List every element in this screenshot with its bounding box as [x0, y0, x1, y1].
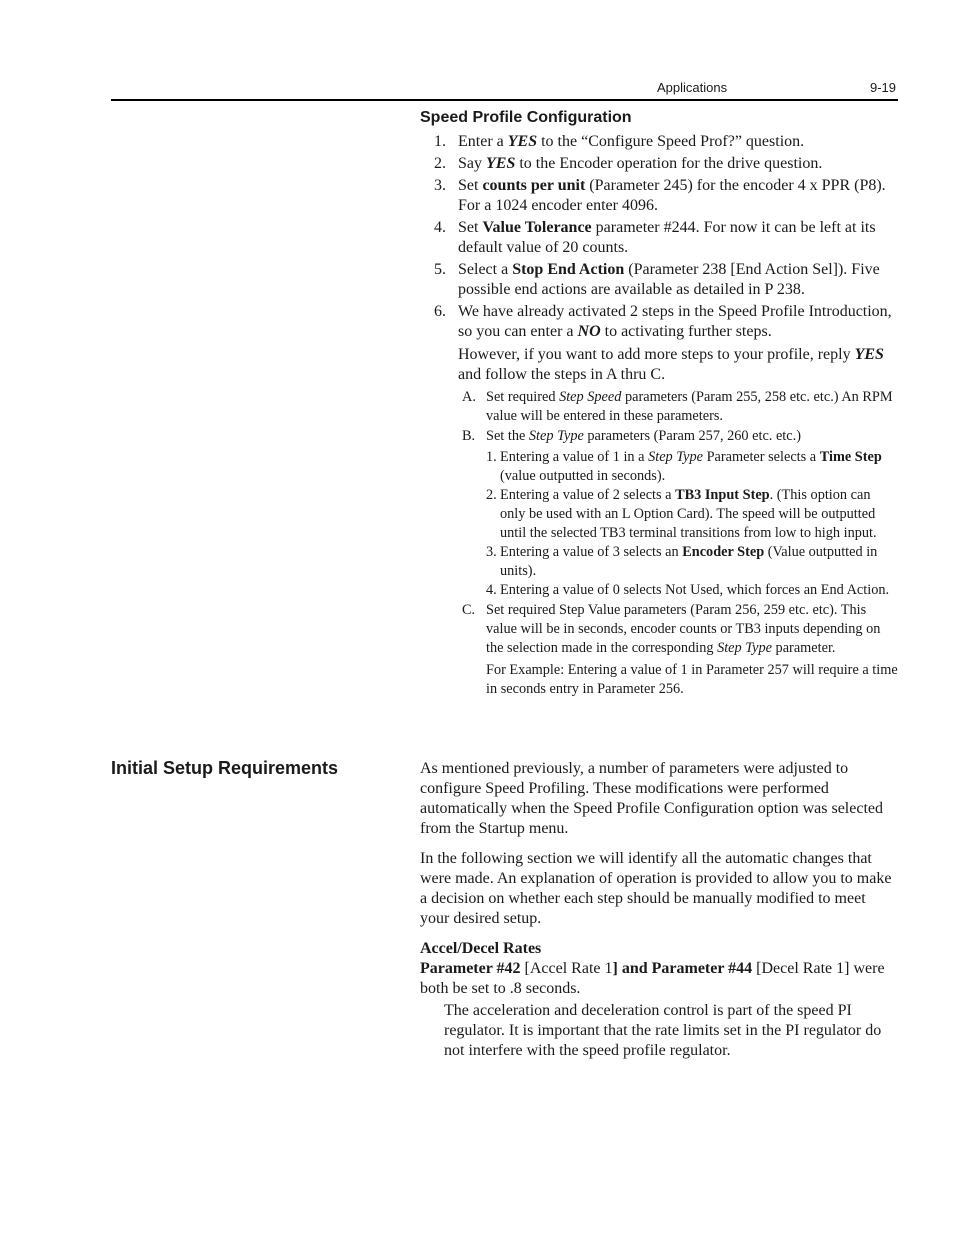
text: to the “Configure Speed Prof?” question.	[537, 133, 805, 150]
text: parameters (Param 257, 260 etc. etc.)	[583, 428, 801, 444]
list-item-letter: C.	[462, 602, 476, 618]
text: Enter a	[458, 133, 508, 150]
emphasis: Encoder Step	[682, 544, 765, 560]
emphasis: ] and	[612, 960, 652, 977]
text: and follow the steps in A thru C.	[458, 366, 666, 383]
section-heading-speed-profile: Speed Profile Configuration	[420, 109, 632, 126]
emphasis: YES	[854, 346, 884, 363]
list-item-letter: B.	[462, 428, 476, 444]
text: (Value outputted in units).	[500, 544, 878, 579]
text: Parameter selects a	[703, 449, 820, 465]
emphasis: YES	[486, 155, 516, 172]
config-steps-list	[420, 132, 898, 699]
emphasis: TB3 Input Step	[675, 487, 770, 503]
text: Set required	[486, 389, 560, 405]
text: Entering a value of 0 selects Not Used, which forces an End Action.	[500, 582, 890, 598]
list-item	[458, 388, 898, 426]
text: [Accel Rate 1	[520, 960, 613, 977]
emphasis: Step Type	[648, 449, 704, 465]
step6-continuation	[458, 345, 898, 385]
list-item-number: 6.	[434, 303, 446, 320]
emphasis: Parameter #42	[420, 960, 521, 977]
running-header-section: Applications	[657, 80, 728, 95]
text: Set	[458, 177, 483, 194]
emphasis: Parameter #44	[651, 960, 753, 977]
list-item	[486, 448, 898, 486]
text: Entering a value of 3 selects an	[500, 544, 683, 560]
paragraph: The acceleration and deceleration control is part of the speed PI regulator. It is important that the rate limits set in the PI regulator do not interfere with the speed profile regulator.	[444, 1002, 882, 1059]
text: However, if you want to add more steps to your profile, reply	[458, 346, 855, 363]
text: [Decel Rate 1] were both be set to .8 seconds.	[420, 960, 885, 997]
text: (Parameter 245) for the encoder 4 x PPR (P8). For a 1024 encoder enter 4096.	[458, 177, 886, 214]
speed-profile-section	[420, 108, 898, 701]
emphasis: NO	[577, 323, 601, 340]
list-item	[486, 543, 898, 581]
text: (value outputted in seconds).	[500, 468, 666, 484]
text: . (This option can only be used with an L Option Card). The speed will be outputted until the selected TB3 terminal transitions from low to high input.	[500, 487, 877, 541]
example-note: For Example: Entering a value of 1 in Parameter 257 will require a time in seconds entry in Parameter 256.	[486, 662, 898, 697]
list-item-number: 3.	[434, 177, 446, 194]
list-item-number: 1.	[434, 133, 446, 150]
header-rule	[111, 99, 898, 101]
text: Say	[458, 155, 486, 172]
initial-setup-body	[420, 759, 898, 1061]
list-item-number: 4.	[486, 582, 497, 598]
list-item	[486, 581, 898, 600]
paragraph: As mentioned previously, a number of parameters were adjusted to configure Speed Profiling. These modifications were performed automatically when the Speed Profile Configuration option was selected from the Startup menu.	[420, 760, 883, 837]
list-item-number: 4.	[434, 219, 446, 236]
text: parameter #244. For now it can be left at its default value of 20 counts.	[458, 219, 876, 256]
list-item	[486, 486, 898, 543]
emphasis: Time Step	[819, 449, 882, 465]
list-item	[458, 427, 898, 600]
paragraph: In the following section we will identify all the automatic changes that were made. An explanation of operation is provided to allow you to make a decision on whether each step should be manually modified to meet your desired setup.	[420, 850, 892, 927]
text: Set	[458, 219, 483, 236]
list-item-letter: A.	[462, 389, 476, 405]
list-item	[420, 218, 898, 258]
emphasis: Step Speed	[559, 389, 622, 405]
emphasis: Step Type	[717, 640, 772, 656]
list-item	[420, 260, 898, 300]
list-item-number: 2.	[434, 155, 446, 172]
list-item-number: 1.	[486, 449, 497, 465]
list-item-number: 3.	[486, 544, 497, 560]
step-type-options-list	[486, 448, 898, 600]
text: Entering a value of 1 in a	[500, 449, 649, 465]
text: Set required Step Value parameters (Param 256, 259 etc. etc). This value will be in seconds, encoder counts or TB3 inputs depending on the selection made in the corresponding	[486, 602, 881, 656]
emphasis: Stop End Action	[512, 261, 625, 278]
text: parameters (Param 255, 258 etc. etc.) An RPM value will be entered in these parameters.	[486, 389, 893, 424]
section-heading-initial-setup: Initial Setup Requirements	[111, 758, 339, 778]
subheading-accel-decel: Accel/Decel Rates	[420, 940, 542, 957]
text: We have already activated 2 steps in the Speed Profile Introduction, so you can enter a	[458, 303, 892, 340]
list-item	[458, 601, 898, 699]
text: Entering a value of 2 selects a	[500, 487, 676, 503]
list-item-number: 5.	[434, 261, 446, 278]
text: (Parameter 238 [End Action Sel]). Five possible end actions are available as detailed in P 238.	[458, 261, 880, 298]
text: to activating further steps.	[600, 323, 772, 340]
emphasis: Step Type	[528, 428, 584, 444]
list-item	[420, 154, 898, 174]
emphasis: counts per unit	[482, 177, 586, 194]
list-item	[420, 132, 898, 152]
emphasis: YES	[507, 133, 538, 150]
text: to the Encoder operation for the drive question.	[515, 155, 823, 172]
text: Select a	[458, 261, 513, 278]
list-item	[420, 176, 898, 216]
list-item-number: 2.	[486, 487, 497, 503]
text: parameter.	[771, 640, 836, 656]
page-number: 9-19	[870, 80, 897, 95]
text: Set the	[486, 428, 529, 444]
substeps-list	[458, 388, 898, 699]
list-item	[420, 302, 898, 699]
emphasis: Value Tolerance	[482, 219, 592, 236]
paragraph	[420, 959, 898, 999]
